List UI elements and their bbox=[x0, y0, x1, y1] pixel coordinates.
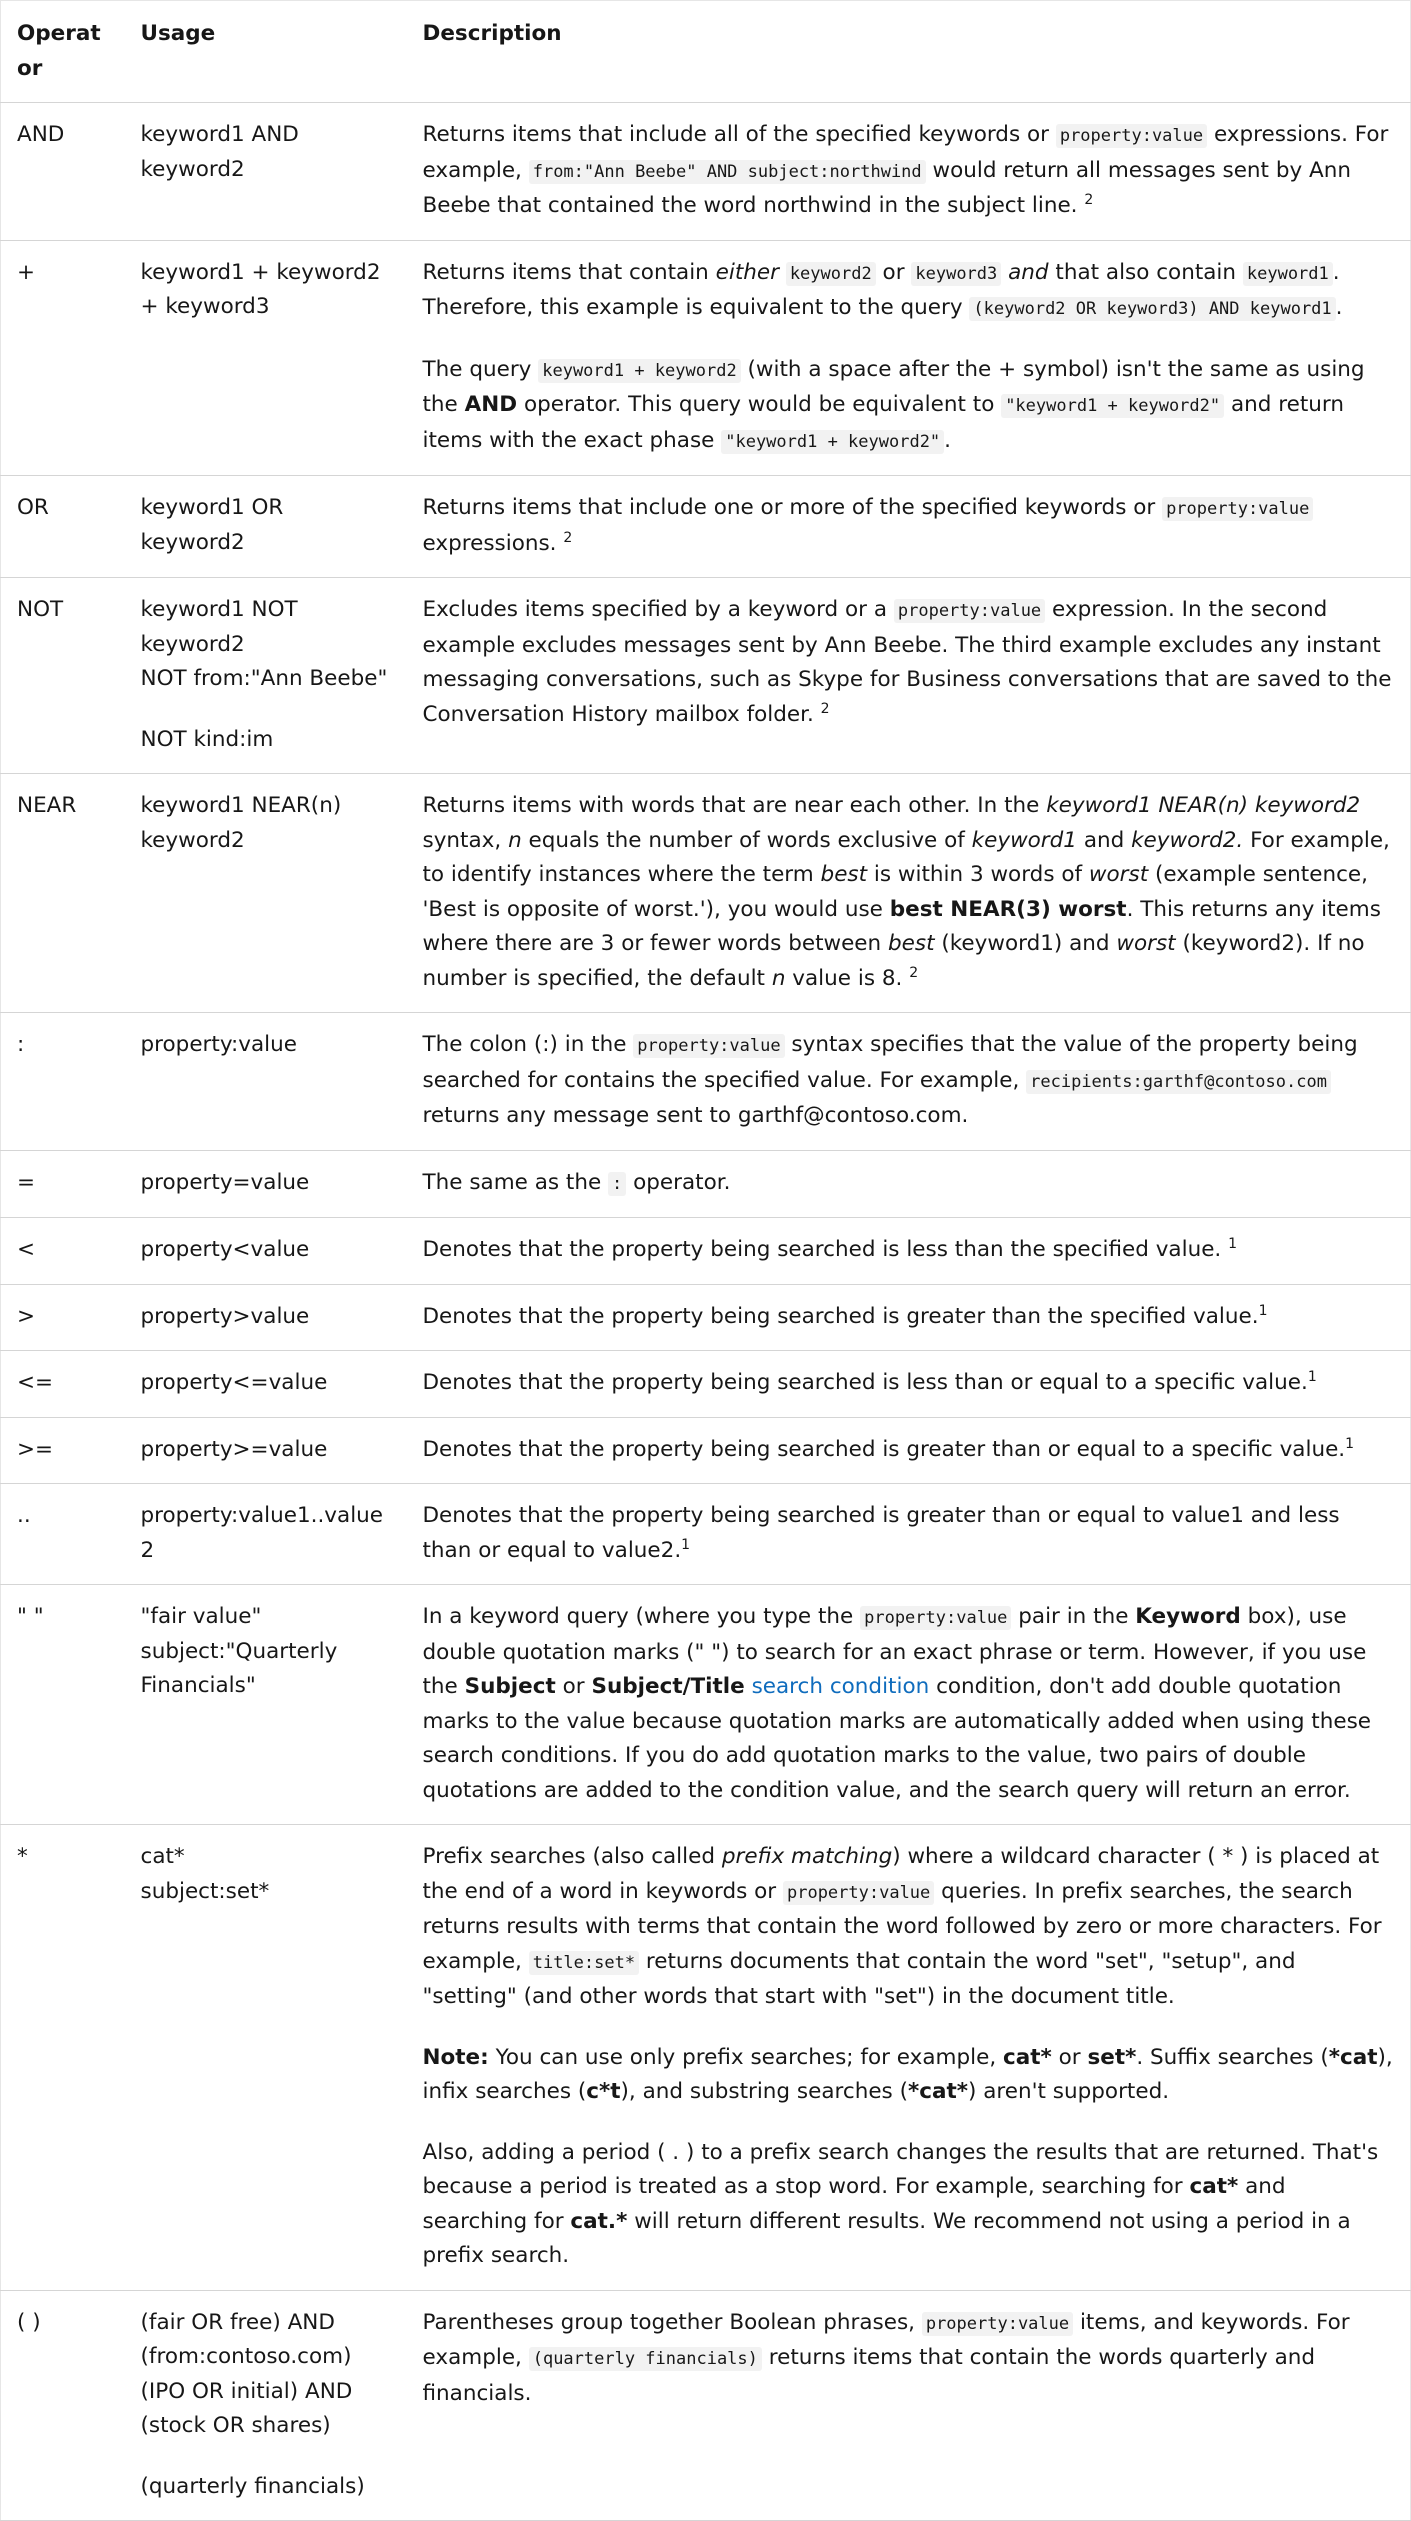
table-row bbox=[1, 476, 1411, 578]
text-segment: . This returns any items where there are 3 or fewer words between bbox=[422, 896, 1381, 956]
text-segment: expressions. bbox=[422, 530, 564, 556]
operator-cell: < bbox=[1, 1218, 125, 1285]
operator-cell: * bbox=[1, 1825, 125, 2291]
description-paragraph bbox=[423, 593, 1395, 732]
text-segment: ), and substring searches ( bbox=[620, 2079, 908, 2104]
inline-code: keyword3 bbox=[911, 262, 1001, 286]
inline-code: property:value bbox=[1162, 497, 1313, 521]
usage-example: (IPO OR initial) AND (stock OR shares) bbox=[140, 2378, 353, 2438]
footnote-ref: 2 bbox=[563, 529, 573, 546]
operator-cell: NEAR bbox=[1, 774, 125, 1013]
usage-example: (quarterly financials) bbox=[140, 2473, 365, 2499]
operator-cell: ( ) bbox=[1, 2290, 125, 2521]
text-segment: Denotes that the property being searched is greater than the specified value. bbox=[422, 1303, 1259, 1329]
text-segment: In a keyword query (where you type the bbox=[422, 1604, 861, 1629]
bold-text: *cat bbox=[1328, 2044, 1378, 2070]
text-segment: or bbox=[875, 259, 912, 285]
italic-text: prefix matching bbox=[721, 1844, 893, 1869]
description-paragraph bbox=[423, 2306, 1395, 2412]
description-paragraph bbox=[423, 256, 1395, 327]
table-row bbox=[1, 578, 1411, 774]
header-description: Description bbox=[407, 1, 1411, 103]
description-cell bbox=[407, 1417, 1411, 1484]
usage-example: subject:"Quarterly Financials" bbox=[140, 1638, 338, 1698]
text-segment bbox=[745, 1674, 752, 1699]
text-segment: items, and keywords. For example, bbox=[422, 2309, 1350, 2370]
operator-cell: > bbox=[1, 1284, 125, 1351]
footnote-ref: 1 bbox=[1345, 1435, 1355, 1452]
operator-cell: : bbox=[1, 1013, 125, 1151]
description-paragraph bbox=[423, 1600, 1395, 1808]
usage-example: property>value bbox=[140, 1303, 310, 1329]
description-cell bbox=[407, 578, 1411, 774]
usage-example: cat* bbox=[140, 1844, 185, 1869]
text-segment: or bbox=[1051, 2044, 1088, 2070]
header-row bbox=[1, 1, 1411, 103]
description-cell bbox=[407, 1585, 1411, 1825]
operator-cell: <= bbox=[1, 1351, 125, 1418]
text-segment: (keyword2). If no number is specified, the default bbox=[422, 931, 1365, 991]
bold-text: Subject/Title bbox=[591, 1674, 745, 1699]
inline-code: from:"Ann Beebe" AND subject:northwind bbox=[529, 160, 926, 184]
text-segment: returns items that contain the words quarterly and financials. bbox=[422, 2345, 1316, 2406]
text-segment: operator. This query would be equivalent to bbox=[517, 392, 1002, 417]
text-segment: Prefix searches (also called bbox=[422, 1844, 722, 1869]
description-cell bbox=[407, 1150, 1411, 1218]
operator-cell: = bbox=[1, 1150, 125, 1218]
text-segment: and bbox=[1076, 827, 1132, 853]
usage-cell bbox=[125, 1484, 407, 1585]
bold-text: Note: bbox=[422, 2044, 489, 2070]
text-segment: and searching for bbox=[422, 2174, 1286, 2234]
inline-code: property:value bbox=[860, 1606, 1011, 1630]
description-cell bbox=[407, 1218, 1411, 1285]
description-cell bbox=[407, 1351, 1411, 1418]
description-paragraph bbox=[423, 2041, 1395, 2110]
inline-code: recipients:garthf@contoso.com bbox=[1026, 1070, 1331, 1094]
bold-text: AND bbox=[464, 392, 518, 417]
text-segment: Returns items that contain bbox=[422, 259, 716, 285]
inline-code: keyword1 bbox=[1243, 262, 1333, 286]
text-segment: box), use double quotation marks (" ") to search for an exact phrase or term. However, if you use the bbox=[422, 1604, 1367, 1699]
text-segment: returns any message sent to garthf@contoso.com. bbox=[422, 1103, 969, 1128]
inline-code: : bbox=[608, 1172, 626, 1196]
header-usage: Usage bbox=[125, 1, 407, 103]
text-segment: Denotes that the property being searched is greater than or equal to value1 and less than or equal to value2. bbox=[422, 1503, 1340, 1563]
text-segment: Denotes that the property being searched is less than or equal to a specific value. bbox=[422, 1370, 1308, 1395]
text-segment: Denotes that the property being searched is less than the specified value. bbox=[422, 1237, 1229, 1262]
description-paragraph bbox=[423, 1499, 1395, 1568]
table-row bbox=[1, 1417, 1411, 1484]
footnote-ref: 1 bbox=[1228, 1236, 1238, 1252]
text-segment: condition, don't add double quotation marks to the value because quotation marks are automatically added when using these search conditions. If you do add quotation marks to the value, two pairs of double quotations are added to the condition value, and the search query will return an error. bbox=[422, 1674, 1372, 1803]
text-segment: The query bbox=[422, 356, 539, 382]
text-segment: For example, to identify instances where the term bbox=[422, 827, 1390, 887]
description-paragraph bbox=[423, 118, 1395, 224]
inline-code: (quarterly financials) bbox=[529, 2347, 762, 2371]
usage-cell bbox=[125, 240, 407, 476]
text-segment: expression. In the second example excludes messages sent by Ann Beebe. The third example excludes any instant messaging conversations, such as Skype for Business conversations that are saved to the Conversation History mailbox folder. bbox=[422, 597, 1392, 727]
text-segment: ), infix searches ( bbox=[422, 2044, 1393, 2104]
footnote-ref: 1 bbox=[1258, 1302, 1268, 1319]
text-segment: . bbox=[1335, 295, 1343, 320]
usage-example: (fair OR free) AND (from:contoso.com) bbox=[140, 2309, 352, 2369]
text-segment: ) aren't supported. bbox=[968, 2079, 1170, 2104]
bold-text: c*t bbox=[586, 2079, 621, 2104]
description-paragraph bbox=[423, 1366, 1395, 1401]
operator-cell: OR bbox=[1, 476, 125, 578]
description-cell bbox=[407, 240, 1411, 476]
operator-cell: " " bbox=[1, 1585, 125, 1825]
description-cell bbox=[407, 2290, 1411, 2521]
table-row bbox=[1, 1825, 1411, 2291]
table-row bbox=[1, 240, 1411, 476]
italic-text: best bbox=[888, 931, 935, 956]
usage-cell bbox=[125, 1218, 407, 1285]
usage-example: keyword1 + keyword2 + keyword3 bbox=[140, 259, 381, 319]
text-segment: or bbox=[555, 1674, 592, 1699]
table-row bbox=[1, 1351, 1411, 1418]
table-header bbox=[1, 1, 1411, 103]
text-segment: Also, adding a period ( . ) to a prefix search changes the results that are returned. That's because a period is treated as a stop word. For example, searching for bbox=[422, 2139, 1379, 2199]
usage-cell bbox=[125, 476, 407, 578]
text-segment: expressions. For example, bbox=[422, 122, 1389, 183]
description-cell bbox=[407, 774, 1411, 1013]
usage-cell bbox=[125, 2290, 407, 2521]
inline-code: (keyword2 OR keyword3) AND keyword1 bbox=[969, 297, 1335, 321]
italic-text: keyword1 bbox=[971, 827, 1077, 853]
text-segment: Parentheses group together Boolean phrases, bbox=[422, 2309, 922, 2335]
text-segment bbox=[779, 260, 786, 285]
text-segment: (keyword1) and bbox=[934, 931, 1117, 956]
usage-cell bbox=[125, 578, 407, 774]
usage-cell bbox=[125, 1013, 407, 1151]
usage-example: NOT from:"Ann Beebe" bbox=[140, 666, 388, 691]
inline-code: property:value bbox=[922, 2312, 1073, 2336]
table-row bbox=[1, 1284, 1411, 1351]
operator-cell: >= bbox=[1, 1417, 125, 1484]
text-segment: will return different results. We recommend not using a period in a prefix search. bbox=[422, 2208, 1351, 2268]
description-paragraph bbox=[423, 353, 1395, 460]
header-operator: Operator bbox=[1, 1, 125, 103]
table-row bbox=[1, 774, 1411, 1013]
table-body bbox=[1, 103, 1411, 2521]
italic-text: keyword1 NEAR(n) keyword2 bbox=[1046, 793, 1361, 818]
footnote-ref: 2 bbox=[820, 700, 830, 717]
usage-example: subject:set* bbox=[140, 1878, 270, 1904]
text-segment: The same as the bbox=[422, 1169, 609, 1195]
text-segment: Excludes items specified by a keyword or a bbox=[422, 597, 894, 622]
description-paragraph bbox=[423, 1028, 1395, 1134]
text-segment: is within 3 words of bbox=[867, 862, 1089, 887]
italic-text: keyword2. bbox=[1131, 827, 1244, 853]
text-segment: would return all messages sent by Ann Beebe that contained the word northwind in the subject line. bbox=[422, 157, 1351, 218]
usage-cell bbox=[125, 1351, 407, 1418]
text-segment: operator. bbox=[626, 1169, 731, 1195]
text-segment: syntax specifies that the value of the property being searched for contains the specified value. For example, bbox=[422, 1032, 1358, 1093]
description-paragraph bbox=[423, 1233, 1395, 1268]
usage-example: NOT kind:im bbox=[140, 726, 274, 752]
italic-text: n bbox=[771, 965, 786, 991]
text-segment: value is 8. bbox=[785, 965, 910, 991]
usage-cell bbox=[125, 774, 407, 1013]
operator-cell: NOT bbox=[1, 578, 125, 774]
text-segment: that also contain bbox=[1048, 259, 1243, 285]
inline-code: "keyword1 + keyword2" bbox=[1001, 394, 1224, 418]
text-segment: Returns items with words that are near each other. In the bbox=[422, 793, 1047, 818]
operator-cell: .. bbox=[1, 1484, 125, 1585]
table-row bbox=[1, 1484, 1411, 1585]
text-segment: returns documents that contain the word "set", "setup", and "setting" (and other words that start with "set") in the document title. bbox=[422, 1948, 1296, 2009]
usage-cell bbox=[125, 1417, 407, 1484]
bold-text: Keyword bbox=[1135, 1604, 1241, 1629]
footnote-ref: 1 bbox=[1307, 1369, 1317, 1385]
text-segment: Returns items that include all of the specified keywords or bbox=[422, 122, 1056, 147]
italic-text: either bbox=[715, 259, 779, 285]
bold-text: set* bbox=[1087, 2044, 1137, 2070]
description-cell bbox=[407, 1013, 1411, 1151]
text-segment: Returns items that include one or more of the specified keywords or bbox=[422, 495, 1163, 520]
table-row bbox=[1, 103, 1411, 241]
inline-code: keyword1 + keyword2 bbox=[538, 359, 740, 383]
inline-code: title:set* bbox=[529, 1951, 639, 1975]
description-paragraph bbox=[423, 1840, 1395, 2015]
usage-example: keyword1 NEAR(n) keyword2 bbox=[140, 793, 342, 853]
usage-example: keyword1 NOT keyword2 bbox=[140, 597, 298, 657]
footnote-ref: 2 bbox=[909, 964, 919, 981]
table-row bbox=[1, 1218, 1411, 1285]
footnote-ref: 2 bbox=[1084, 192, 1094, 208]
text-segment: You can use only prefix searches; for example, bbox=[488, 2044, 1003, 2070]
inline-code: property:value bbox=[894, 599, 1045, 623]
usage-example: property:value bbox=[140, 1032, 297, 1057]
description-paragraph bbox=[423, 1433, 1395, 1468]
text-segment: The colon (:) in the bbox=[422, 1032, 634, 1057]
usage-example: property<value bbox=[140, 1237, 310, 1262]
description-paragraph bbox=[423, 1300, 1395, 1335]
italic-text: n bbox=[508, 827, 522, 853]
text-segment: pair in the bbox=[1011, 1604, 1136, 1629]
text-segment: Denotes that the property being searched is greater than or equal to a specific value. bbox=[422, 1436, 1346, 1462]
usage-cell bbox=[125, 1150, 407, 1218]
description-paragraph bbox=[423, 2136, 1395, 2274]
inline-code: "keyword1 + keyword2" bbox=[721, 430, 944, 454]
text-segment: (example sentence, 'Best is opposite of worst.'), you would use bbox=[422, 862, 1368, 922]
usage-cell bbox=[125, 1284, 407, 1351]
description-cell bbox=[407, 103, 1411, 241]
usage-example: property=value bbox=[140, 1169, 310, 1195]
search-condition-link[interactable]: search condition bbox=[751, 1674, 930, 1699]
table-row bbox=[1, 1150, 1411, 1218]
usage-example: keyword1 OR keyword2 bbox=[140, 495, 284, 555]
text-segment: . bbox=[944, 427, 952, 453]
inline-code: property:value bbox=[783, 1881, 934, 1905]
usage-example: property<=value bbox=[140, 1370, 328, 1395]
italic-text: and bbox=[1008, 259, 1049, 285]
text-segment: and return items with the exact phase bbox=[422, 392, 1344, 453]
italic-text: best bbox=[820, 862, 868, 887]
description-cell bbox=[407, 1825, 1411, 2291]
text-segment: . Suffix searches ( bbox=[1136, 2044, 1329, 2070]
usage-example: keyword1 AND keyword2 bbox=[140, 122, 299, 182]
table-row bbox=[1, 2290, 1411, 2521]
bold-text: cat.* bbox=[570, 2208, 628, 2234]
bold-text: best NEAR(3) worst bbox=[889, 896, 1127, 922]
text-segment: . Therefore, this example is equivalent to the query bbox=[422, 259, 1340, 320]
footnote-ref: 1 bbox=[681, 1536, 691, 1553]
text-segment: queries. In prefix searches, the search returns results with terms that contain the word followed by zero or more characters. For example, bbox=[422, 1878, 1382, 1974]
operator-cell: AND bbox=[1, 103, 125, 241]
usage-example: "fair value" bbox=[140, 1604, 262, 1629]
table-row bbox=[1, 1585, 1411, 1825]
text-segment: (with a space after the + symbol) isn't the same as using the bbox=[422, 356, 1365, 417]
description-cell bbox=[407, 1284, 1411, 1351]
text-segment: syntax, bbox=[422, 827, 509, 853]
inline-code: property:value bbox=[1056, 124, 1207, 148]
inline-code: property:value bbox=[633, 1034, 784, 1058]
bold-text: Subject bbox=[464, 1674, 556, 1699]
inline-code: keyword2 bbox=[786, 262, 876, 286]
usage-cell bbox=[125, 1825, 407, 2291]
usage-cell bbox=[125, 1585, 407, 1825]
text-segment: ) where a wildcard character ( * ) is placed at the end of a word in keywords or bbox=[422, 1844, 1380, 1904]
italic-text: worst bbox=[1116, 931, 1176, 956]
text-segment: equals the number of words exclusive of bbox=[521, 827, 972, 853]
bold-text: cat* bbox=[1189, 2174, 1239, 2199]
description-paragraph bbox=[423, 1166, 1395, 1202]
usage-cell bbox=[125, 103, 407, 241]
operator-cell: + bbox=[1, 240, 125, 476]
usage-example: property:value1..value2 bbox=[140, 1503, 384, 1563]
description-cell bbox=[407, 1484, 1411, 1585]
description-cell bbox=[407, 476, 1411, 578]
italic-text: worst bbox=[1088, 862, 1149, 887]
table-row bbox=[1, 1013, 1411, 1151]
bold-text: *cat* bbox=[907, 2079, 969, 2104]
description-paragraph bbox=[423, 491, 1395, 561]
bold-text: cat* bbox=[1003, 2044, 1052, 2070]
description-paragraph bbox=[423, 789, 1395, 996]
usage-example: property>=value bbox=[140, 1436, 328, 1462]
